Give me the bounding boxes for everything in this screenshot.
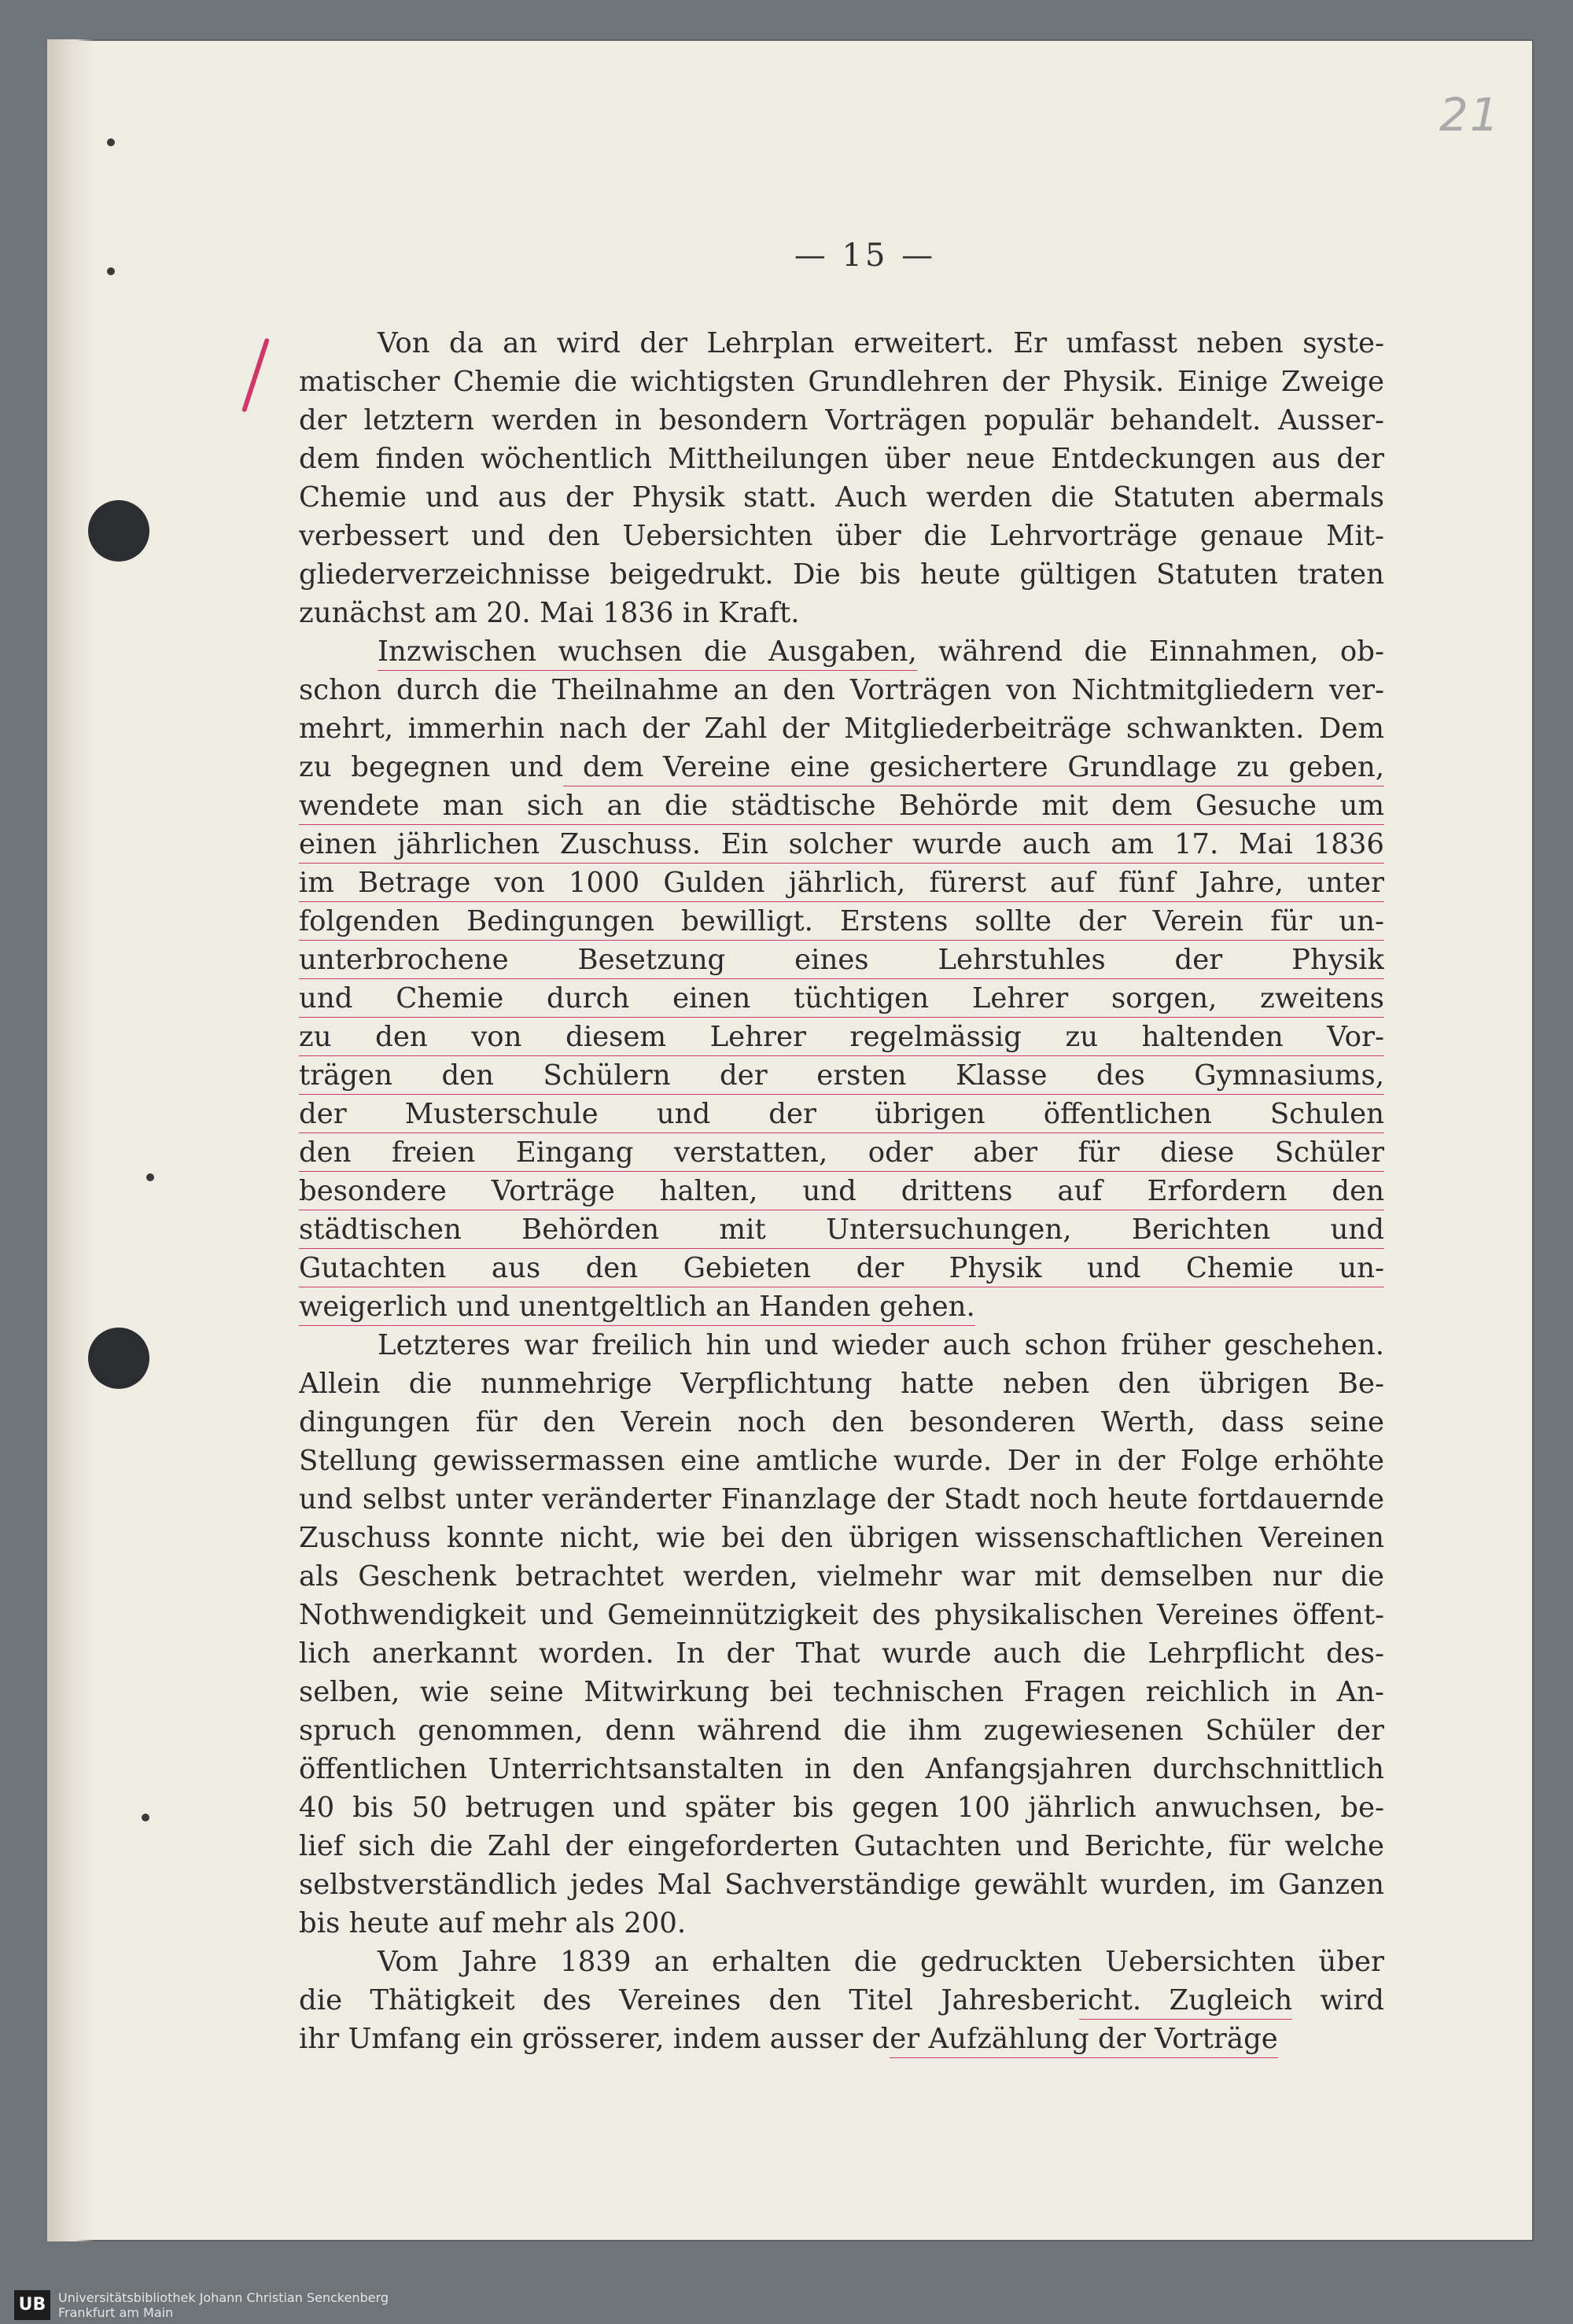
text-line: zunächst am 20. Mai 1836 in Kraft. — [299, 597, 800, 629]
text-line: selbstverständlich jedes Mal Sachverständige gewählt wurden, im Ganzen — [299, 1869, 1384, 1901]
text-line: Zuschuss konnte nicht, wie bei den übrigen wissenschaftlichen Vereinen — [299, 1522, 1384, 1554]
underlined-text: dem Vereine eine gesichertere Grundlage zu geben, — [563, 751, 1384, 786]
underlined-text: weigerlich und unentgeltlich an Handen gehen. — [299, 1291, 975, 1326]
text-line: Chemie und aus der Physik statt. Auch werden die Statuten abermals — [299, 481, 1384, 514]
text-line: verbessert und den Uebersichten über die Lehrvorträge genaue Mit- — [299, 520, 1384, 552]
text-line: selben, wie seine Mitwirkung bei technischen Fragen reichlich in An- — [299, 1676, 1384, 1708]
text-line — [299, 1133, 1384, 1172]
text-line — [299, 1210, 1384, 1249]
text-line — [299, 1249, 1384, 1287]
margin-mark — [107, 267, 115, 275]
page-left-edge — [47, 39, 94, 2241]
underlined-text: Gutachten aus den Gebieten der Physik und Chemie un- — [299, 1252, 1384, 1287]
text-line: und selbst unter veränderter Finanzlage der Stadt noch heute fortdauernde — [299, 1483, 1384, 1516]
text-line — [299, 786, 1384, 825]
text-line: bis heute auf mehr als 200. — [299, 1907, 687, 1939]
text-line — [299, 1287, 1384, 1326]
margin-mark — [142, 1814, 149, 1821]
text-line: dem finden wöchentlich Mittheilungen über neue Entdeckungen aus der — [299, 443, 1384, 475]
text-line — [299, 941, 1384, 979]
punch-hole-bottom — [88, 1328, 149, 1389]
margin-mark — [107, 138, 115, 146]
underlined-text: Inzwischen wuchsen die Ausgaben, — [378, 635, 917, 671]
text-line: matischer Chemie die wichtigsten Grundlehren der Physik. Einige Zweige — [299, 366, 1384, 398]
underlined-text: der Musterschule und der übrigen öffentlichen Schulen — [299, 1098, 1384, 1133]
text-line: Inzwischen wuchsen die Ausgaben, während die Einnahmen, ob- — [299, 632, 1384, 671]
text-line — [299, 1095, 1384, 1133]
text-line: die Thätigkeit des Vereines den Titel Jahresbericht. Zugleich wird — [299, 1981, 1384, 2020]
underlined-text: folgenden Bedingungen bewilligt. Erstens sollte der Verein für un- — [299, 905, 1384, 941]
text-line: Nothwendigkeit und Gemeinnützigkeit des physikalischen Vereines öffent- — [299, 1599, 1384, 1631]
text-line — [299, 979, 1384, 1018]
underlined-text: besondere Vorträge halten, und drittens auf Erfordern den — [299, 1175, 1384, 1210]
text-line: zu begegnen und dem Vereine eine gesichertere Grundlage zu geben, — [299, 748, 1384, 786]
pencil-page-number: 21 — [1439, 88, 1501, 142]
text-line: mehrt, immerhin nach der Zahl der Mitgliederbeiträge schwankten. Dem — [299, 713, 1384, 745]
underlined-text: und Chemie durch einen tüchtigen Lehrer sorgen, zweitens — [299, 982, 1384, 1018]
library-logo: UB — [14, 2290, 50, 2320]
library-credit-line-1: Universitätsbibliothek Johann Christian Senckenberg — [58, 2290, 389, 2305]
body-text — [299, 324, 1384, 2058]
underlined-text: er Aufzählung der Vorträge — [890, 2023, 1278, 2058]
text-line — [299, 1056, 1384, 1095]
underlined-text: städtischen Behörden mit Untersuchungen, Berichten und — [299, 1214, 1384, 1249]
text-line: Stellung gewissermassen eine amtliche wurde. Der in der Folge erhöhte — [299, 1445, 1384, 1477]
underlined-text: icht. Zugleich — [1079, 1984, 1293, 2020]
text-line: 40 bis 50 betrugen und später bis gegen 100 jährlich anwuchsen, be- — [299, 1792, 1384, 1824]
text-line: der letztern werden in besondern Vorträgen populär behandelt. Ausser- — [299, 404, 1384, 436]
page-number: — 15 — — [794, 238, 937, 274]
underlined-text: unterbrochene Besetzung eines Lehrstuhles der Physik — [299, 944, 1384, 979]
underlined-text: zu den von diesem Lehrer regelmässig zu haltenden Vor- — [299, 1021, 1384, 1056]
punch-hole-top — [88, 500, 149, 562]
library-credit-line-2: Frankfurt am Main — [58, 2305, 174, 2320]
text-line: dingungen für den Verein noch den besonderen Werth, dass seine — [299, 1406, 1384, 1438]
text-line: spruch genommen, denn während die ihm zugewiesenen Schüler der — [299, 1714, 1384, 1747]
text-line — [299, 1172, 1384, 1210]
text-line: lief sich die Zahl der eingeforderten Gutachten und Berichte, für welche — [299, 1830, 1384, 1862]
text-line — [299, 902, 1384, 941]
text-line: Von da an wird der Lehrplan erweitert. Er umfasst neben syste- — [378, 327, 1384, 359]
text-line: lich anerkannt worden. In der That wurde auch die Lehrpflicht des- — [299, 1637, 1384, 1670]
text-line — [299, 864, 1384, 902]
text-line — [299, 1018, 1384, 1056]
text-line: schon durch die Theilnahme an den Vorträgen von Nichtmitgliedern ver- — [299, 674, 1384, 706]
text-line: Letzteres war freilich hin und wieder auch schon früher geschehen. — [378, 1329, 1384, 1361]
text-line: gliederverzeichnisse beigedrukt. Die bis heute gültigen Statuten traten — [299, 558, 1384, 591]
underlined-text: einen jährlichen Zuschuss. Ein solcher wurde auch am 17. Mai 1836 — [299, 828, 1384, 864]
text-line — [299, 825, 1384, 864]
underlined-text: trägen den Schülern der ersten Klasse des Gymnasiums, — [299, 1059, 1384, 1095]
text-line: Vom Jahre 1839 an erhalten die gedruckten Uebersichten über — [378, 1946, 1384, 1978]
underlined-text: wendete man sich an die städtische Behörde mit dem Gesuche um — [299, 790, 1384, 825]
text-line: als Geschenk betrachtet werden, vielmehr war mit demselben nur die — [299, 1560, 1384, 1593]
text-line: Allein die nunmehrige Verpflichtung hatte neben den übrigen Be- — [299, 1368, 1384, 1400]
text-line: ihr Umfang ein grösserer, indem ausser der Aufzählung der Vorträge — [299, 2020, 1384, 2058]
library-credit — [58, 2290, 389, 2320]
underlined-text: im Betrage von 1000 Gulden jährlich, fürerst auf fünf Jahre, unter — [299, 867, 1384, 902]
underlined-text: den freien Eingang verstatten, oder aber für diese Schüler — [299, 1136, 1384, 1172]
text-line: öffentlichen Unterrichtsanstalten in den Anfangsjahren durchschnittlich — [299, 1753, 1384, 1785]
margin-mark — [146, 1173, 154, 1181]
